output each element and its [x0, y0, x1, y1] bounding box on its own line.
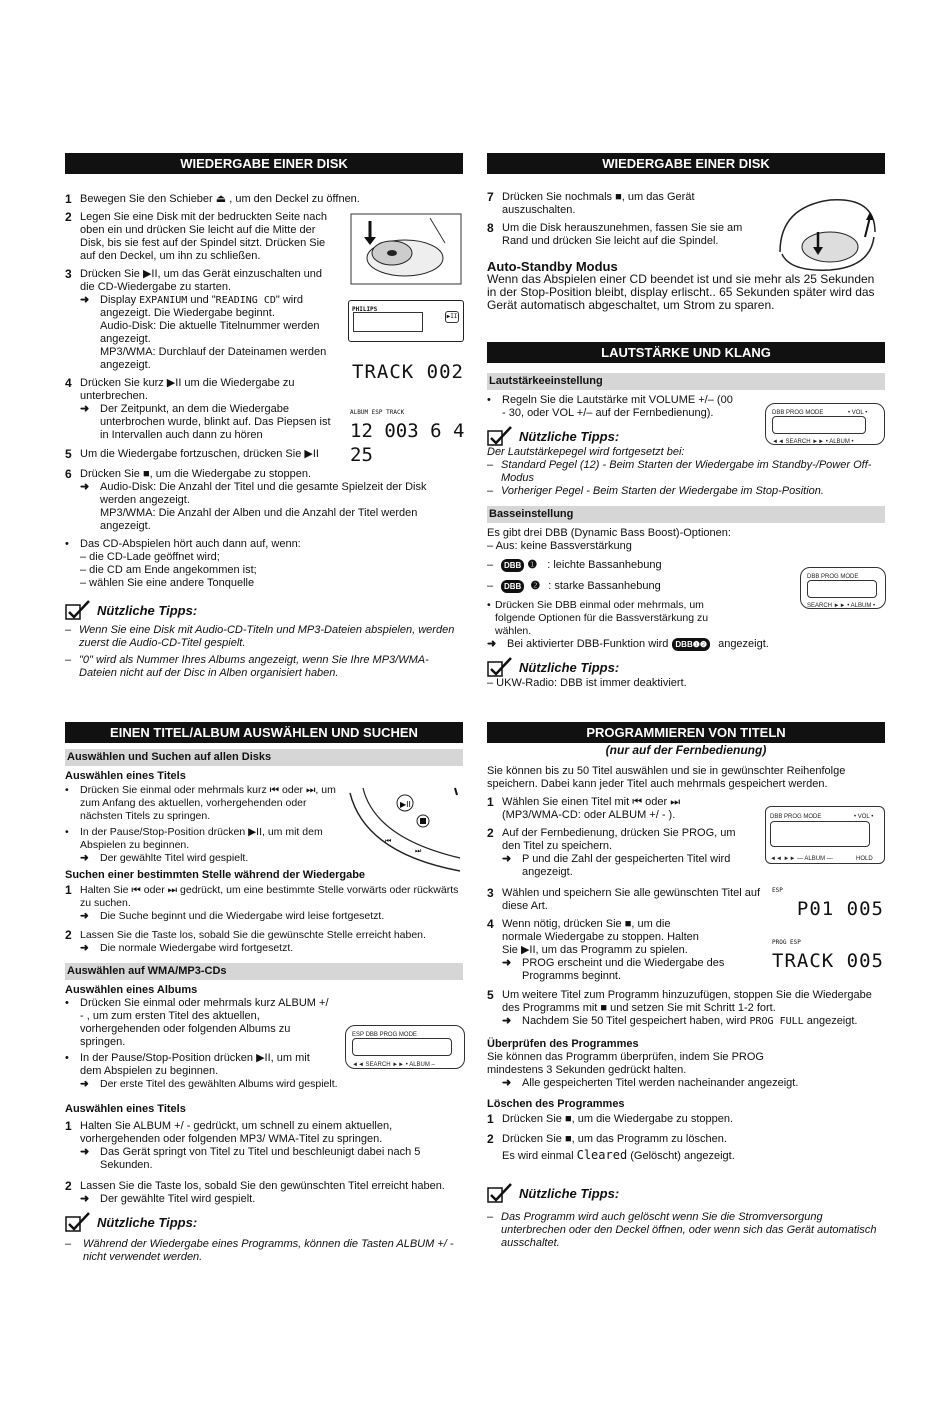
remote-illustration-dbb: DBB PROG MODE SEARCH ►► • ALBUM • [800, 567, 886, 609]
subsection-bass: Basseinstellung [487, 506, 885, 523]
section-header: LAUTSTÄRKE UND KLANG [487, 342, 885, 363]
arrow-icon: ➜ [487, 638, 497, 650]
arrow-icon: ➜ [80, 852, 89, 864]
arrow-icon: ➜ [80, 294, 90, 306]
disc-insert-illustration [350, 213, 462, 285]
remote-illustration-album: ESP DBB PROG MODE ◄◄ SEARCH ►► • ALBUM – [345, 1025, 465, 1069]
auto-standby-title: Auto-Standby Modus [487, 259, 618, 274]
lcd-prog-p01: ESP P01 005 [772, 884, 884, 914]
step-8: 8 Um die Disk herauszunehmen, fassen Sie sie am Rand und drücken Sie leicht auf die Spindel. [487, 221, 743, 247]
dbb-1-icon: DBB [501, 559, 524, 572]
lcd-time-display: ALBUM ESP TRACK 12 003 6 4 25 [350, 406, 466, 438]
checkmark-icon [487, 657, 513, 677]
section-header: EINEN TITEL/ALBUM AUSWÄHLEN UND SUCHEN [65, 722, 463, 743]
arrow-icon: ➜ [80, 1078, 89, 1090]
tips-title: Nützliche Tipps: [65, 600, 463, 620]
step-4: 4 Drücken Sie kurz ▶II um die Wiedergabe zu unterbrechen. [65, 376, 295, 402]
checkmark-icon [487, 1183, 513, 1203]
arrow-icon: ➜ [80, 481, 90, 493]
section-wiedergabe-1: WIEDERGABE EINER DISK 1 Bewegen Sie den Schieber ⏏ , um den Deckel zu öffnen. 2 Legen Sie eine Disk mit der bedruckten Seite nach oben ein und drücken Sie leicht auf die Mitte der Disk, bis sie fest auf der Spindel sitzt. Drücken Sie auf den Deckel, um ihn zu schließen. 3 Drücken Sie ▶II, um das Gerät einzuschalten und die CD-Wiedergabe zu starten. ➜ Display EXPANIUM und "READING CD" wird angezeigt. Die Wiedergabe beginnt. Audio-Disk: Die aktuelle Titelnummer werden angezeigt. MP3/WMA: Durchlauf der Dateinamen werden angezeigt. 4 Drücken Sie kurz ▶II um die Wiedergabe zu unterbrechen. ➜ Der Zeitpunkt, an dem die Wiedergabe unterbrochen wurde, blinkt auf. Das Piepsen ist in Intervallen auch dann zu hören 5 Um die Wiedergabe fortzuschen, drücken Sie ▶II 6 Drücken Sie ■, um die Wiedergabe zu stoppen. ➜ Audio-Disk: Die Anzahl der Titel und die gesamte Spielzeit der Disk werden angezeigt. MP3/WMA: Die Anzahl der Alben und die Anzahl der Titel werden angezeigt. • Das CD-Abspielen hört auch dann auf, wenn: – die CD-Lade geöffnet wird; – die CD am Ende angekommen ist; – wählen Sie eine andere Tonquelle Nützliche Tipps: – Wenn Sie eine Disk mit Audio-CD-Titeln und MP3-Dateien abspielen, werden zuerst die Audio-CD-Titel gespielt. – "0" wird als Nummer Ihres Albums angezeigt, wenn Sie Ihre MP3/WMA-Dateien nicht auf der Disc in Alben organisiert haben. [65, 153, 463, 680]
auto-standby-body: Wenn das Abspielen einer CD beendet ist und sie mehr als 25 Sekunden in der Stop-Position bleibt, display erlischt.. 65 Sekunden später wird das Gerät automatisch abgeschaltet, um Strom zu sparen. [487, 272, 875, 312]
tips-title: Nützliche Tipps: [487, 426, 885, 446]
checkmark-icon [65, 600, 91, 620]
step-1: 1 Bewegen Sie den Schieber ⏏ , um den Deckel zu öffnen. [65, 192, 360, 206]
subsection-wma-mp3: Auswählen auf WMA/MP3-CDs [65, 963, 463, 980]
bullet-stop: • Das CD-Abspielen hört auch dann auf, wenn: [65, 538, 301, 550]
play-pause-button-icon: ▶II [445, 311, 459, 323]
checkmark-icon [487, 426, 513, 446]
svg-text:▶II: ▶II [400, 800, 411, 809]
tips-title: Nützliche Tipps: [487, 1183, 885, 1203]
lcd-philips: PHILIPS ▶II [348, 300, 464, 342]
lcd-track-002: TRACK 002 [352, 360, 464, 388]
arrow-icon: ➜ [80, 403, 90, 415]
step-3: 3 Drücken Sie ▶II, um das Gerät einzuschalten und die CD-Wiedergabe zu starten. [65, 267, 323, 293]
arrow-icon: ➜ [80, 1146, 90, 1158]
arrow-icon: ➜ [502, 1077, 512, 1089]
dbb-12-icon: DBB❶❷ [672, 638, 710, 651]
remote-illustration-prog: DBB PROG MODE • VOL • ◄◄ ►► — ALBUM — HOLD [765, 806, 885, 864]
checkmark-icon [65, 1212, 91, 1232]
section-header: WIEDERGABE EINER DISK [65, 153, 463, 174]
arrow-icon: ➜ [502, 957, 512, 969]
arrow-icon: ➜ [502, 853, 512, 865]
svg-text:⏮: ⏮ [385, 837, 392, 845]
disc-removal-illustration [770, 192, 885, 277]
subsection-all-disks: Auswählen und Suchen auf allen Disks [65, 749, 463, 766]
arrow-icon: ➜ [80, 1193, 90, 1205]
tips-title: Nützliche Tipps: [487, 657, 885, 677]
arrow-icon: ➜ [502, 1015, 512, 1027]
step-5: 5 Um die Wiedergabe fortzuschen, drücken Sie ▶II [65, 447, 319, 461]
section-subheader: (nur auf der Fernbedienung) [605, 743, 767, 757]
arrow-icon: ➜ [80, 942, 89, 954]
section-lautstaerke: LAUTSTÄRKE UND KLANG Lautstärkeeinstellung • Regeln Sie die Lautstärke mit VOLUME +/– (00 - 30, oder VOL +/– auf der Fernbedienung). Nützliche Tipps: Der Lautstärkepegel wird fortgesetzt bei: – Standard Pegel (12) - Beim Starten der Wiedergabe im Standby-/Power Off-Modus – Vorheriger Pegel - Beim Starten der Wiedergabe im Stop-Position. Basseinstellung Es gibt drei DBB (Dynamic Bass Boost)-Optionen: – Aus: keine Bassverstärkung – DBB ❶ : leichte Bassanhebung – DBB ❷ : starke Bassanhebung • Drücken Sie DBB einmal oder mehrmals, um folgende Optionen für die Bassverstärkung zu wählen. ➜ Bei aktivierter DBB-Funktion wird DBB❶❷ angezeigt. Nützliche Tipps: – UKW-Radio: DBB ist immer deaktiviert. [487, 342, 885, 690]
step-7: 7 Drücken Sie nochmals ■, um das Gerät auszuschalten. [487, 190, 695, 216]
step-2: 2 Legen Sie eine Disk mit der bedruckten Seite nach oben ein und drücken Sie leicht auf die Mitte der Disk, bis sie fest auf der Spindel sitzt. Drücken Sie auf den Deckel, um ihn zu schließen. [65, 210, 328, 262]
dbb-2-icon: DBB [501, 580, 524, 593]
tips-title: Nützliche Tipps: [65, 1212, 463, 1232]
section-programmieren: PROGRAMMIEREN VON TITELN (nur auf der Fernbedienung) Sie können bis zu 50 Titel auswählen und sie in gewünschter Reihenfolge speichern. Dabei kann jeder Titel auch mehrmals gespeichert werden. 1 Wählen Sie einen Titel mit ⏮ oder ⏭ (MP3/WMA-CD: oder ALBUM +/ - ). 2 Auf der Fernbedienung, drücken Sie PROG, um den Titel zu speichern. ➜ P und die Zahl der gespeicherten Titel wird angezeigt. 3 Wählen und speichern Sie alle gewünschten Titel auf diese Art. 4 Wenn nötig, drücken Sie ■, um die normale Wiedergabe zu stoppen. Halten Sie ▶II, um das Programm zu spielen. ➜ PROG erscheint und die Wiedergabe des Programms beginnt. 5 Um weitere Titel zum Programm hinzuzufügen, stoppen Sie die Wiedergabe des Programms mit ■ und setzen Sie mit Schritt 1-2 fort. ➜ Nachdem Sie 50 Titel gespeichert haben, wird PROG FULL angezeigt. Überprüfen des Programmes Sie können das Programm überprüfen, indem Sie PROG mindestens 3 Sekunden gedrückt halten. ➜ Alle gespeicherten Titel werden nacheinander angezeigt. Löschen des Programmes 1 Drücken Sie ■, um die Wiedergabe zu stoppen. 2 Drücken Sie ■, um das Programm zu löschen. Es wird einmal Cleared (Gelöscht) angezeigt. Nützliche Tipps: – Das Programm wird auch gelöscht wenn Sie die Stromversorgung unterbrechen oder den Deckel öffnen, oder wenn sich das Gerät automatisch ausschaltet. [487, 722, 885, 1250]
player-buttons-illustration [345, 783, 467, 873]
step-6: 6 Drücken Sie ■, um die Wiedergabe zu stoppen. [65, 467, 312, 481]
lcd-prog-track-005: PROG ESP TRACK 005 [772, 936, 884, 966]
remote-illustration-volume: DBB PROG MODE • VOL • ◄◄ SEARCH ►► • ALBUM • [765, 403, 885, 445]
step-3-result: ➜ Display EXPANIUM und "READING CD" wird angezeigt. Die Wiedergabe beginnt. [80, 294, 304, 319]
svg-text:⏭: ⏭ [415, 847, 422, 855]
subsection-lautstaerke: Lautstärkeeinstellung [487, 373, 885, 390]
section-header: PROGRAMMIEREN VON TITELN [487, 722, 885, 743]
section-titel-auswaehlen: EINEN TITEL/ALBUM AUSWÄHLEN UND SUCHEN Auswählen und Suchen auf allen Disks Auswählen eines Titels • Drücken Sie einmal oder mehrmals kurz ⏮ oder ⏭, um zum Anfang des aktuellen, vorhergehenden oder nächsten Titels zu springen. • In der Pause/Stop-Position drücken ▶II, um mit dem Abspielen zu beginnen. ➜ Der gewählte Titel wird gespielt. Suchen einer bestimmten Stelle während der Wiedergabe 1 Halten Sie ⏮ oder ⏭ gedrückt, um eine bestimmte Stelle vorwärts oder rückwärts zu suchen. ➜ Die Suche beginnt und die Wiedergabe wird leise fortgesetzt. 2 Lassen Sie die Taste los, sobald Sie die gewünschte Stelle erreicht haben. ➜ Die normale Wiedergabe wird fortgesetzt. Auswählen auf WMA/MP3-CDs Auswählen eines Albums • Drücken Sie einmal oder mehrmals kurz ALBUM +/ - , um zum ersten Titel des aktuellen, vorhergehenden oder folgenden Albums zu springen. • In der Pause/Stop-Position drücken ▶II, um mit dem Abspielen zu beginnen. ➜ Der erste Titel des gewählten Albums wird gespielt. Auswählen eines Titels 1 Halten Sie ALBUM +/ - gedrückt, um schnell zu einem aktuellen, vorhergehenden oder folgenden MP3/ WMA-Titel zu springen. ➜ Das Gerät springt von Titel zu Titel und beschleunigt dabei nach 5 Sekunden. 2 Lassen Sie die Taste los, sobald Sie den gewünschten Titel erreicht haben. ➜ Der gewählte Titel wird gespielt. Nützliche Tipps: – Während der Wiedergabe eines Programms, können die Tasten ALBUM +/ - nicht verwendet werden. [65, 722, 463, 1264]
arrow-icon: ➜ [80, 910, 89, 922]
section-header: WIEDERGABE EINER DISK [487, 153, 885, 174]
